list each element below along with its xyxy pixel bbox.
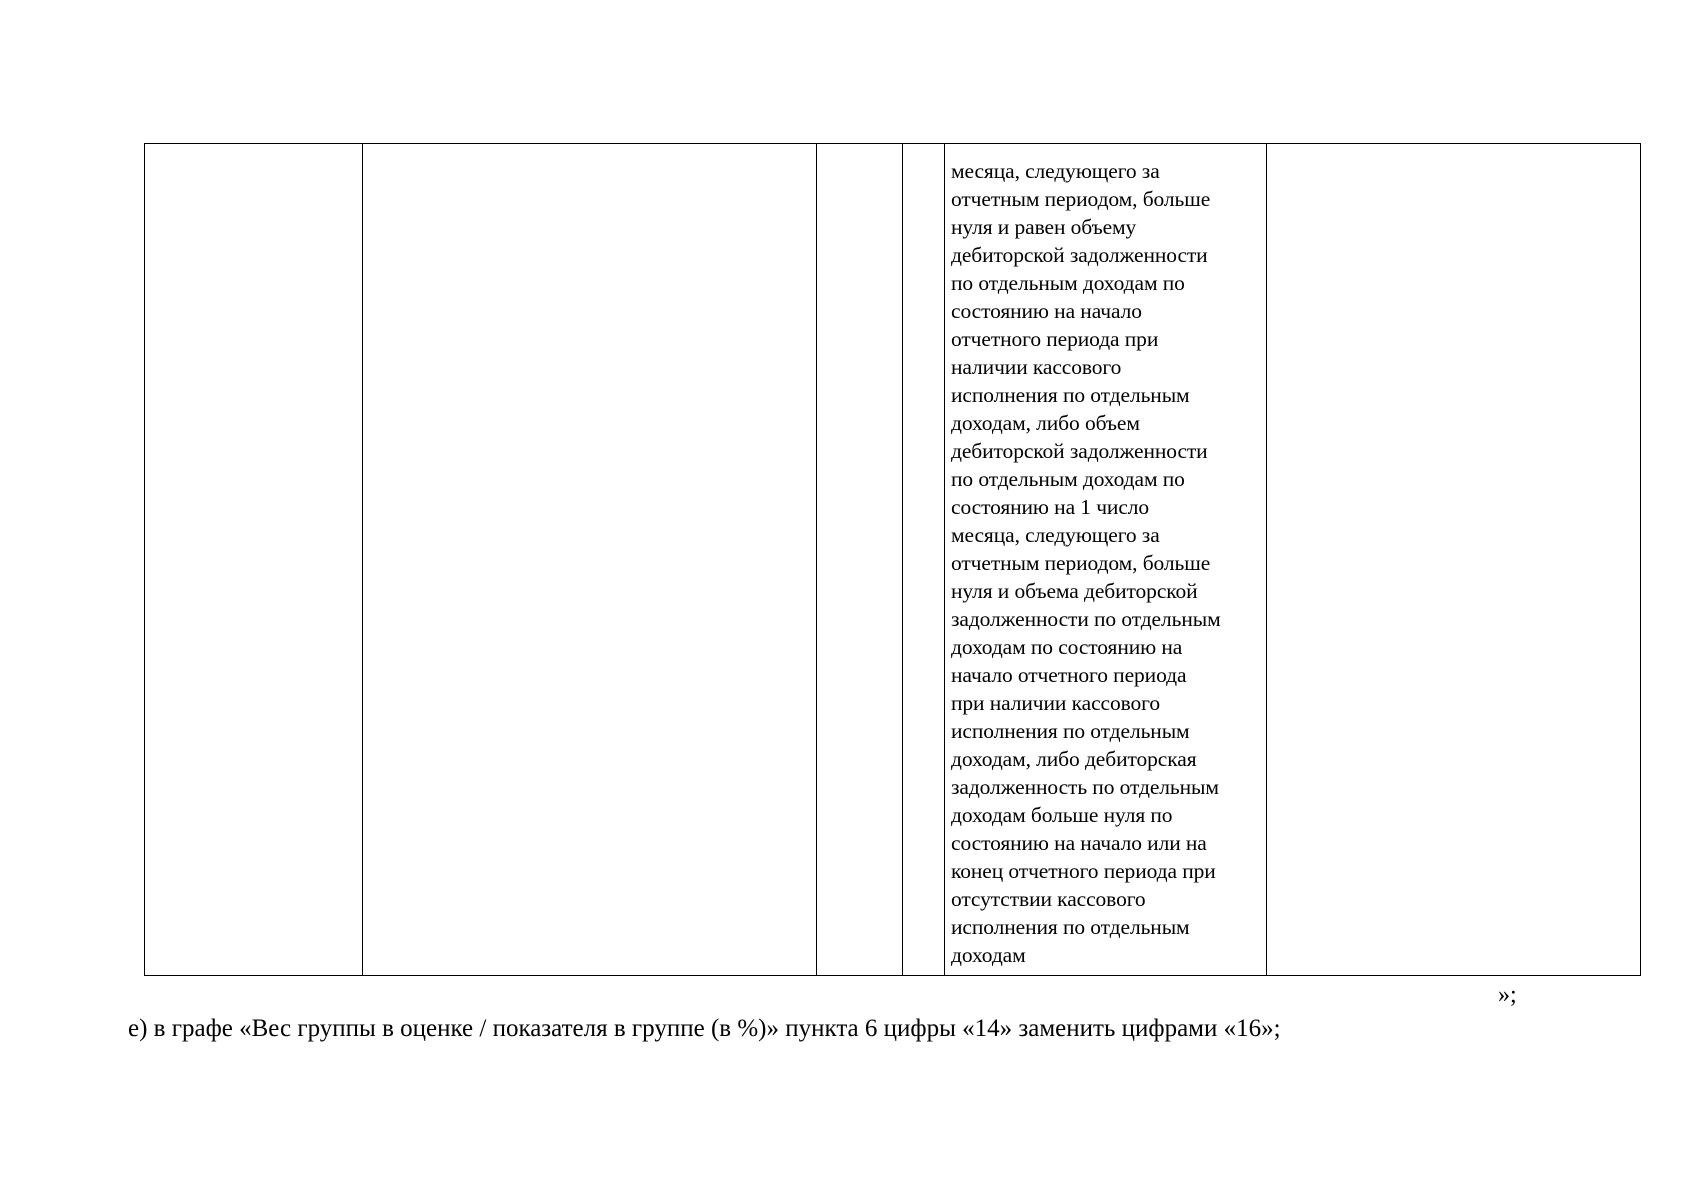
condition-text-line: состоянию на начало или на bbox=[951, 831, 1207, 855]
condition-text-line: нуля и равен объему bbox=[951, 215, 1137, 239]
condition-text-line: дебиторской задолженности bbox=[951, 439, 1208, 463]
condition-text-line: задолженность по отдельным bbox=[951, 775, 1219, 799]
table-cell-2 bbox=[363, 144, 817, 976]
table-cell-6 bbox=[1267, 144, 1641, 976]
amendment-paragraph: е) в графе «Вес группы в оценке / показателя в группе (в %)» пункта 6 цифры «14» заменить цифрами «16»; bbox=[128, 1015, 1281, 1042]
condition-text-line: отчетным периодом, больше bbox=[951, 551, 1211, 575]
condition-text-line: доходам, либо объем bbox=[951, 411, 1140, 435]
condition-text-line: конец отчетного периода при bbox=[951, 859, 1216, 883]
table-cell-4 bbox=[903, 144, 945, 976]
condition-text-line: месяца, следующего за bbox=[951, 523, 1160, 547]
condition-text-line: при наличии кассового bbox=[951, 691, 1160, 715]
condition-text-line: исполнения по отдельным bbox=[951, 915, 1190, 939]
table-cell-1 bbox=[145, 144, 363, 976]
condition-text-line: начало отчетного периода bbox=[951, 663, 1187, 687]
table-cell-5 bbox=[945, 144, 1267, 976]
condition-text-line: отчетного периода при bbox=[951, 327, 1159, 351]
condition-text-line: задолженности по отдельным bbox=[951, 607, 1221, 631]
condition-text-line: нуля и объема дебиторской bbox=[951, 579, 1198, 603]
condition-text-line: месяца, следующего за bbox=[951, 159, 1160, 183]
condition-text-line: наличии кассового bbox=[951, 355, 1122, 379]
condition-text-line: исполнения по отдельным bbox=[951, 719, 1190, 743]
condition-text-line: доходам, либо дебиторская bbox=[951, 747, 1197, 771]
closing-quote: »; bbox=[1498, 982, 1517, 1008]
condition-text-line: отсутствии кассового bbox=[951, 887, 1146, 911]
criteria-table bbox=[144, 143, 1641, 976]
condition-text bbox=[945, 144, 1266, 969]
condition-text-line: доходам по состоянию на bbox=[951, 635, 1183, 659]
table-cell-3 bbox=[817, 144, 903, 976]
condition-text-line: доходам больше нуля по bbox=[951, 803, 1173, 827]
condition-text-line: отчетным периодом, больше bbox=[951, 187, 1211, 211]
table-row bbox=[145, 144, 1641, 976]
condition-text-line: по отдельным доходам по bbox=[951, 271, 1185, 295]
condition-text-line: состоянию на 1 число bbox=[951, 495, 1150, 519]
condition-text-line: доходам bbox=[951, 943, 1026, 967]
condition-text-line: дебиторской задолженности bbox=[951, 243, 1208, 267]
condition-text-line: по отдельным доходам по bbox=[951, 467, 1185, 491]
condition-text-line: состоянию на начало bbox=[951, 299, 1142, 323]
condition-text-line: исполнения по отдельным bbox=[951, 383, 1190, 407]
